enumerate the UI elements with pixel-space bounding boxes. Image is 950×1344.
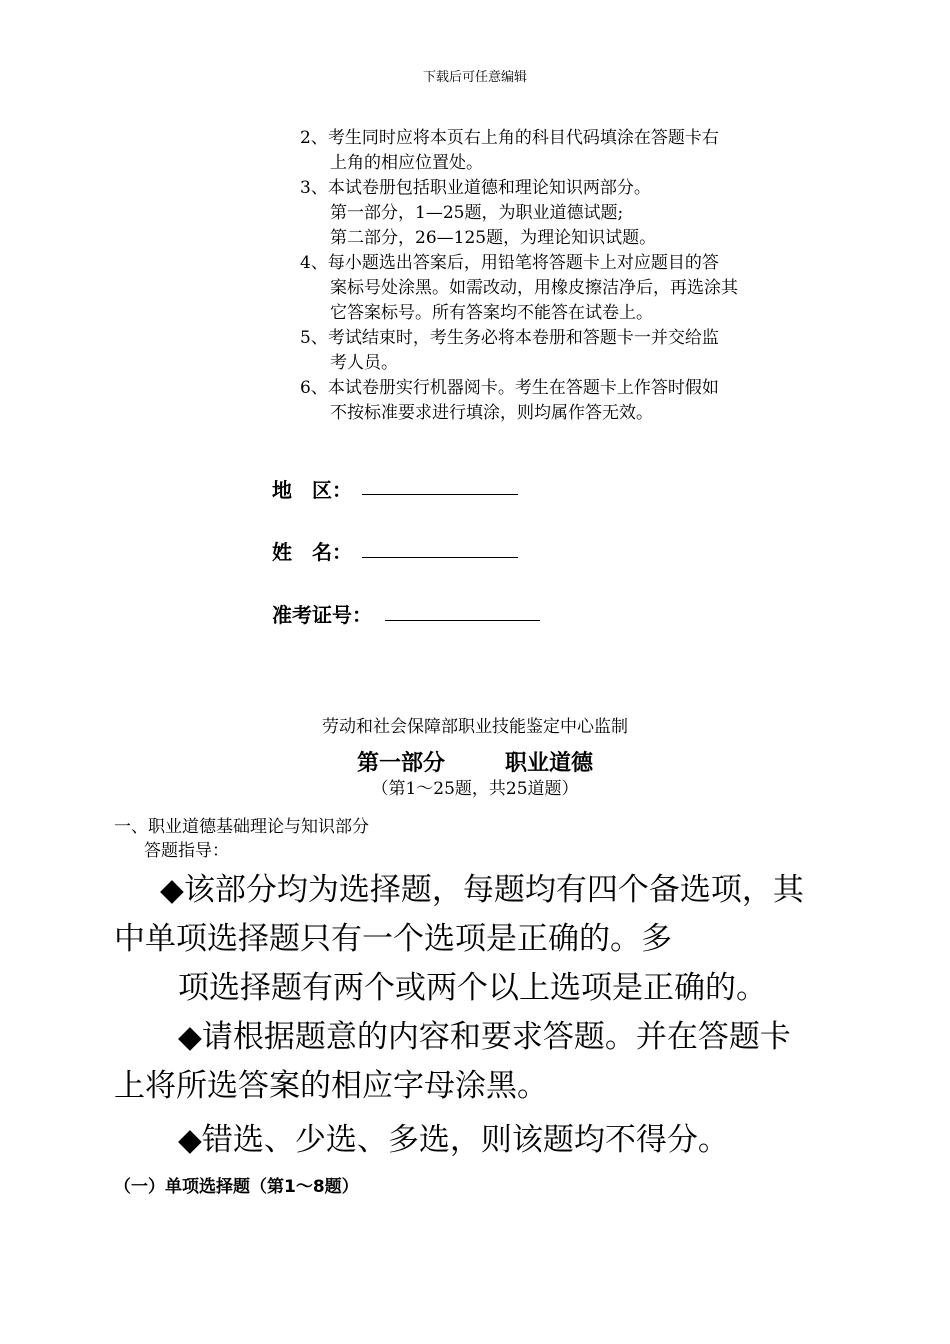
instruction-line: 5、考试结束时，考生务必将本卷册和答题卡一并交给监: [300, 328, 719, 348]
name-label: 姓 名：: [272, 540, 352, 564]
guide-line: 项选择题有两个或两个以上选项是正确的。: [178, 970, 767, 1006]
guide-label: 答题指导：: [144, 841, 229, 861]
header-note: 下载后可任意编辑: [422, 70, 527, 85]
name-input-line[interactable]: [362, 557, 518, 558]
instruction-line: 不按标准要求进行填涂，则均属作答无效。: [330, 403, 653, 423]
guide-line: 中单项选择题只有一个选项是正确的。多: [114, 921, 672, 957]
part-title-number: 第一部分: [356, 751, 445, 776]
guide-line: ◆错选、少选、多选，则该题均不得分。: [178, 1122, 729, 1158]
instruction-line: 2、考生同时应将本页右上角的科目代码填涂在答题卡右: [300, 128, 719, 148]
instruction-line: 第一部分，1—25题，为职业道德试题;: [330, 203, 624, 223]
instruction-line: 案标号处涂黑。如需改动，用橡皮擦洁净后，再选涂其: [330, 278, 738, 298]
part-title: [0, 746, 950, 777]
subsection-title: （一）单项选择题（第1～8题）: [114, 1177, 359, 1197]
supervisor-line: 劳动和社会保障部职业技能鉴定中心监制: [322, 717, 628, 737]
guide-line: ◆请根据题意的内容和要求答题。并在答题卡: [178, 1019, 791, 1055]
instruction-line: 第二部分，26—125题，为理论知识试题。: [330, 228, 657, 248]
instruction-line: 它答案标号。所有答案均不能答在试卷上。: [330, 303, 653, 323]
ticket-number-label: 准考证号：: [272, 603, 372, 627]
guide-line: 上将所选答案的相应字母涂黑。: [114, 1068, 548, 1104]
section-heading: 一、职业道德基础理论与知识部分: [114, 817, 369, 837]
guide-line: ◆该部分均为选择题，每题均有四个备选项，其: [160, 872, 804, 908]
instruction-line: 考人员。: [330, 353, 398, 373]
instruction-line: 3、本试卷册包括职业道德和理论知识两部分。: [300, 178, 651, 198]
part-range: （第1～25题，共25道题）: [371, 779, 579, 799]
ticket-number-input-line[interactable]: [385, 620, 540, 621]
part-title-name: 职业道德: [505, 751, 594, 776]
region-input-line[interactable]: [362, 494, 518, 495]
instruction-line: 4、每小题选出答案后，用铅笔将答题卡上对应题目的答: [300, 253, 719, 273]
instruction-line: 上角的相应位置处。: [330, 153, 483, 173]
instruction-line: 6、本试卷册实行机器阅卡。考生在答题卡上作答时假如: [300, 378, 719, 398]
region-label: 地 区：: [272, 478, 352, 502]
